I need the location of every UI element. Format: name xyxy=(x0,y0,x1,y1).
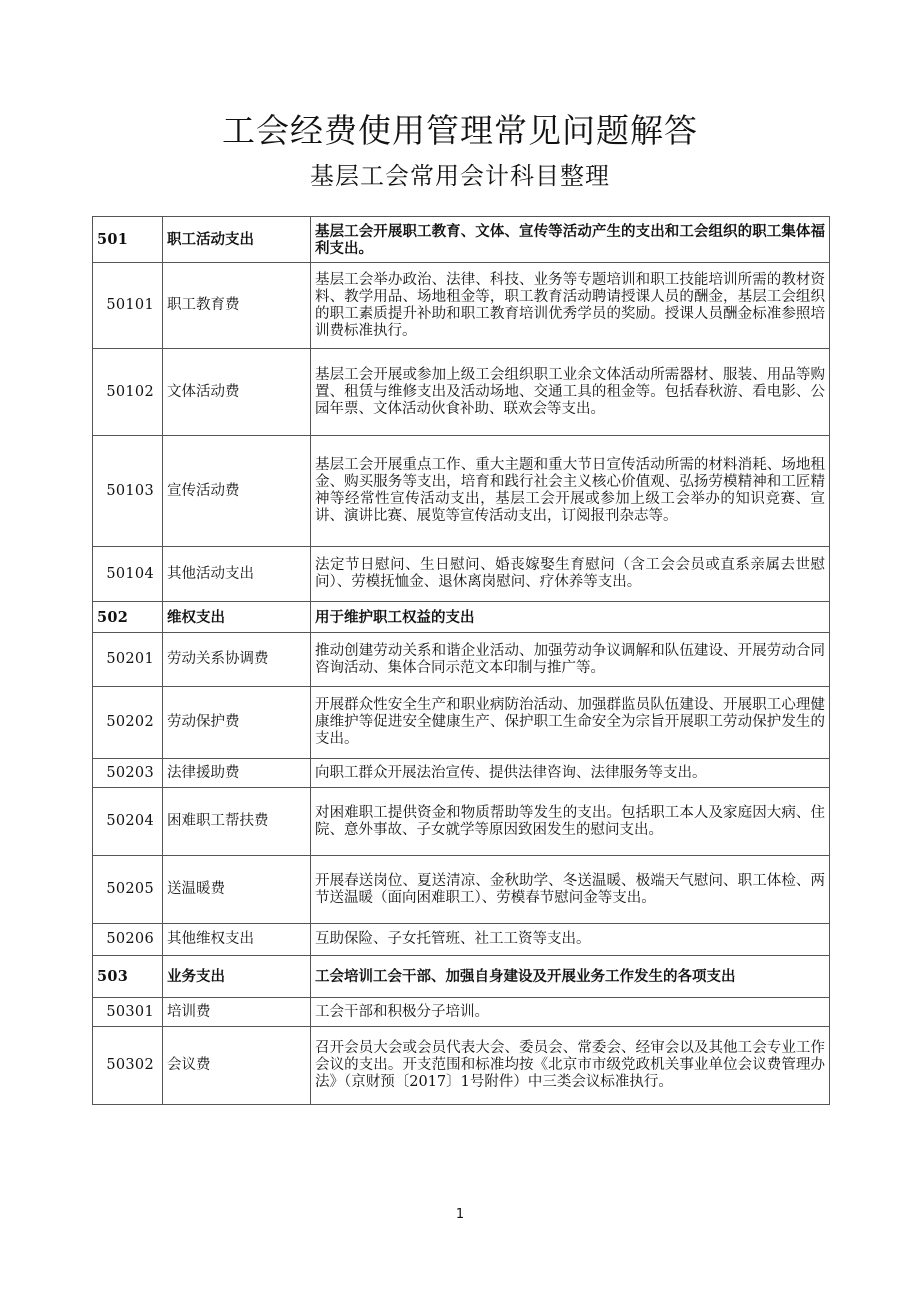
account-description: 召开会员大会或会员代表大会、委员会、常委会、经审会以及其他工会专业工作会议的支出。开支范围和标准均按《北京市市级党政机关事业单位会议费管理办法》（京财预〔2017〕1号附件）中三类会议标准执行。 xyxy=(311,1027,830,1105)
account-name: 培训费 xyxy=(163,998,311,1027)
account-code: 50206 xyxy=(93,924,163,956)
account-description: 基层工会举办政治、法律、科技、业务等专题培训和职工技能培训所需的教材资料、教学用品、场地租金等，职工教育活动聘请授课人员的酬金，基层工会组织的职工素质提升补助和职工教育培训优秀学员的奖励。授课人员酬金标准参照培训费标准执行。 xyxy=(311,263,830,349)
account-name: 业务支出 xyxy=(163,956,311,998)
table-row xyxy=(93,788,830,856)
account-code: 50302 xyxy=(93,1027,163,1105)
account-name: 职工教育费 xyxy=(163,263,311,349)
table-row-group xyxy=(93,602,830,633)
table-row xyxy=(93,547,830,602)
account-description: 向职工群众开展法治宣传、提供法律咨询、法律服务等支出。 xyxy=(311,759,830,788)
account-code: 50301 xyxy=(93,998,163,1027)
account-name: 劳动保护费 xyxy=(163,687,311,759)
account-code: 501 xyxy=(93,217,163,263)
account-description: 法定节日慰问、生日慰问、婚丧嫁娶生育慰问（含工会会员或直系亲属去世慰问）、劳模抚恤金、退休离岗慰问、疗休养等支出。 xyxy=(311,547,830,602)
account-name: 其他活动支出 xyxy=(163,547,311,602)
account-name: 维权支出 xyxy=(163,602,311,633)
table-row-group xyxy=(93,217,830,263)
account-name: 劳动关系协调费 xyxy=(163,633,311,687)
account-name: 会议费 xyxy=(163,1027,311,1105)
table-row xyxy=(93,349,830,436)
table-row xyxy=(93,1027,830,1105)
account-name: 其他维权支出 xyxy=(163,924,311,956)
account-description: 工会培训工会干部、加强自身建设及开展业务工作发生的各项支出 xyxy=(311,956,830,998)
account-description: 用于维护职工权益的支出 xyxy=(311,602,830,633)
document-subtitle: 基层工会常用会计科目整理 xyxy=(310,162,610,190)
table-row xyxy=(93,856,830,924)
account-description: 对困难职工提供资金和物质帮助等发生的支出。包括职工本人及家庭因大病、住院、意外事故、子女就学等原因致困发生的慰问支出。 xyxy=(311,788,830,856)
account-name: 法律援助费 xyxy=(163,759,311,788)
account-table xyxy=(92,216,830,1105)
account-description: 基层工会开展重点工作、重大主题和重大节日宣传活动所需的材料消耗、场地租金、购买服务等支出，培育和践行社会主义核心价值观、弘扬劳模精神和工匠精神等经常性宣传活动支出，基层工会开展或参加上级工会举办的知识竞赛、宣讲、演讲比赛、展览等宣传活动支出，订阅报刊杂志等。 xyxy=(311,436,830,547)
table-row xyxy=(93,633,830,687)
table-row xyxy=(93,436,830,547)
account-code: 50201 xyxy=(93,633,163,687)
account-code: 502 xyxy=(93,602,163,633)
account-name: 送温暖费 xyxy=(163,856,311,924)
account-code: 50203 xyxy=(93,759,163,788)
account-name: 宣传活动费 xyxy=(163,436,311,547)
account-code: 50104 xyxy=(93,547,163,602)
table-row xyxy=(93,998,830,1027)
account-code: 503 xyxy=(93,956,163,998)
table-row-group xyxy=(93,956,830,998)
table-row xyxy=(93,924,830,956)
account-name: 文体活动费 xyxy=(163,349,311,436)
document-title: 工会经费使用管理常见问题解答 xyxy=(222,111,698,150)
account-code: 50205 xyxy=(93,856,163,924)
table-row xyxy=(93,759,830,788)
account-description: 工会干部和积极分子培训。 xyxy=(311,998,830,1027)
account-name: 职工活动支出 xyxy=(163,217,311,263)
account-description: 推动创建劳动关系和谐企业活动、加强劳动争议调解和队伍建设、开展劳动合同咨询活动、集体合同示范文本印制与推广等。 xyxy=(311,633,830,687)
account-code: 50103 xyxy=(93,436,163,547)
account-code: 50101 xyxy=(93,263,163,349)
account-description: 开展群众性安全生产和职业病防治活动、加强群监员队伍建设、开展职工心理健康维护等促进安全健康生产、保护职工生命安全为宗旨开展职工劳动保护发生的支出。 xyxy=(311,687,830,759)
table-row xyxy=(93,687,830,759)
account-description: 基层工会开展职工教育、文体、宣传等活动产生的支出和工会组织的职工集体福利支出。 xyxy=(311,217,830,263)
account-name: 困难职工帮扶费 xyxy=(163,788,311,856)
page-number: 1 xyxy=(455,1207,465,1222)
account-description: 开展春送岗位、夏送清凉、金秋助学、冬送温暖、极端天气慰问、职工体检、两节送温暖（面向困难职工）、劳模春节慰问金等支出。 xyxy=(311,856,830,924)
account-description: 互助保险、子女托管班、社工工资等支出。 xyxy=(311,924,830,956)
table-row xyxy=(93,263,830,349)
account-code: 50204 xyxy=(93,788,163,856)
account-code: 50202 xyxy=(93,687,163,759)
account-code: 50102 xyxy=(93,349,163,436)
account-description: 基层工会开展或参加上级工会组织职工业余文体活动所需器材、服装、用品等购置、租赁与维修支出及活动场地、交通工具的租金等。包括春秋游、看电影、公园年票、文体活动伙食补助、联欢会等支出。 xyxy=(311,349,830,436)
